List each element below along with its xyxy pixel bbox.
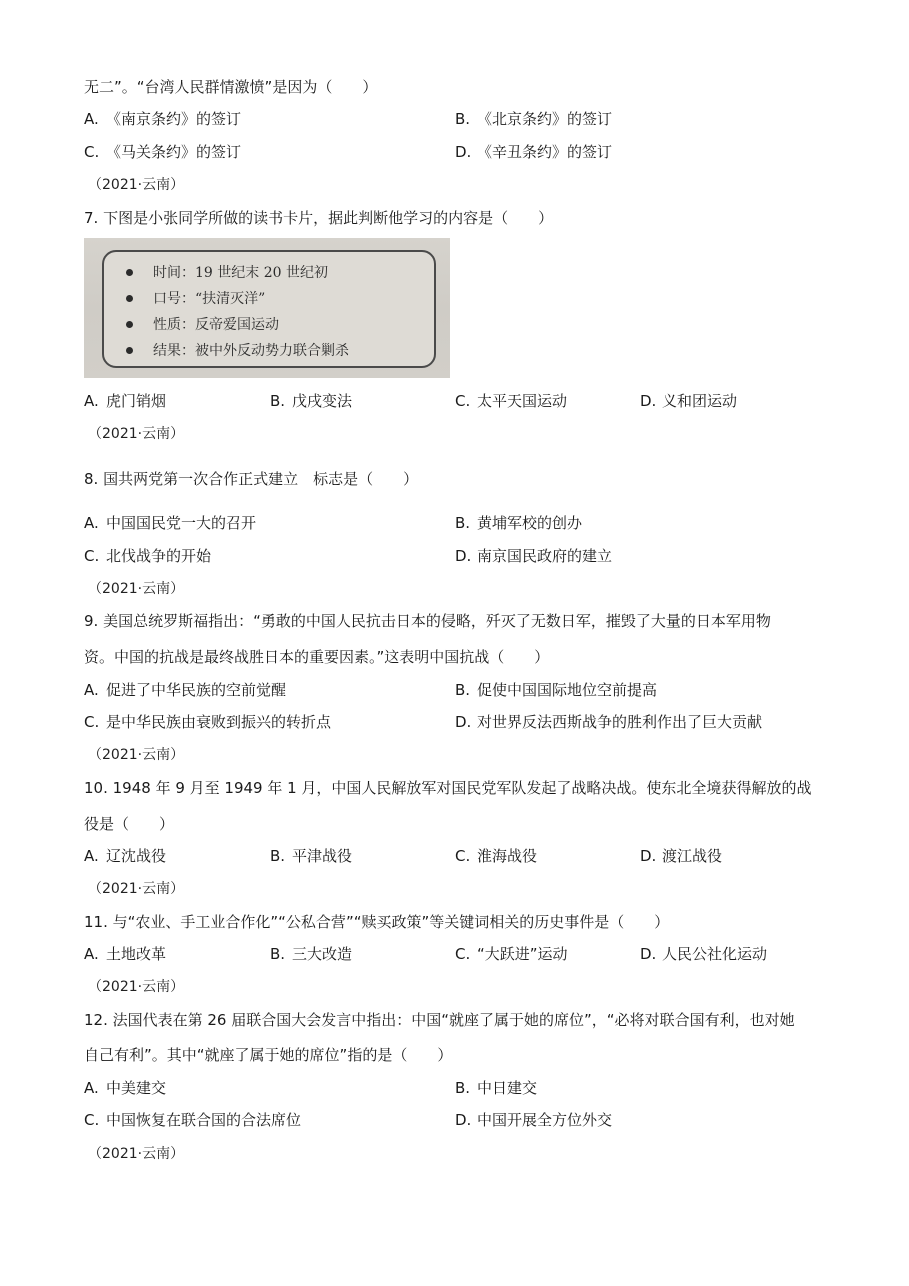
reading-card-photo [84,238,450,378]
q8-option-d[interactable]: D. 南京国民政府的建立 [455,547,613,565]
q7-source: （2021·云南） [88,426,185,442]
q9-stem-line2: 资。中国的抗战是最终战胜日本的重要因素。”这表明中国抗战（ ） [84,648,550,666]
q11-source: （2021·云南） [88,979,185,995]
q8-stem: 8. 国共两党第一次合作正式建立 标志是（ ） [84,470,419,488]
q9-stem-line1: 9. 美国总统罗斯福指出：“勇敢的中国人民抗击日本的侵略，歼灭了无数日军，摧毁了大量的日本军用物 [84,612,771,630]
card-row-result: 结果：被中外反动势力联合剿杀 [126,342,349,360]
q10-option-b[interactable]: B. 平津战役 [270,847,353,865]
q10-option-c[interactable]: C. 淮海战役 [455,847,538,865]
q8-option-c[interactable]: C. 北伐战争的开始 [84,547,212,565]
bullet-icon [126,321,133,328]
q12-stem-line2: 自己有利”。其中“就座了属于她的席位”指的是（ ） [84,1046,453,1064]
q12-option-c[interactable]: C. 中国恢复在联合国的合法席位 [84,1111,302,1129]
q11-option-a[interactable]: A. 土地改革 [84,945,167,963]
q11-option-d[interactable]: D. 人民公社化运动 [640,945,768,963]
q6-source: （2021·云南） [88,177,185,193]
q9-option-a[interactable]: A. 促进了中华民族的空前觉醒 [84,681,287,699]
q10-stem-line1: 10. 1948 年 9 月至 1949 年 1 月，中国人民解放军对国民党军队发起了战略决战。使东北全境获得解放的战 [84,779,812,797]
card-row-slogan: 口号：“扶清灭洋” [126,290,265,308]
q11-option-c[interactable]: C. “大跃进”运动 [455,945,568,963]
q12-option-a[interactable]: A. 中美建交 [84,1079,167,1097]
q8-option-a[interactable]: A. 中国国民党一大的召开 [84,514,257,532]
card-row-time: 时间：19 世纪末 20 世纪初 [126,264,328,282]
q6-option-a[interactable]: A. 《南京条约》的签订 [84,110,242,128]
q8-source: （2021·云南） [88,581,185,597]
q11-stem: 11. 与“农业、手工业合作化”“公私合营”“赎买政策”等关键词相关的历史事件是（ ） [84,913,670,931]
q7-option-a[interactable]: A. 虎门销烟 [84,392,167,410]
q10-option-a[interactable]: A. 辽沈战役 [84,847,167,865]
q6-option-b[interactable]: B. 《北京条约》的签订 [455,110,613,128]
q6-option-d[interactable]: D. 《辛丑条约》的签订 [455,143,613,161]
q7-option-d[interactable]: D. 义和团运动 [640,392,738,410]
bullet-icon [126,295,133,302]
q7-option-c[interactable]: C. 太平天国运动 [455,392,568,410]
bullet-icon [126,347,133,354]
q7-stem: 7. 下图是小张同学所做的读书卡片，据此判断他学习的内容是（ ） [84,209,554,227]
q7-option-b[interactable]: B. 戊戌变法 [270,392,353,410]
q12-source: （2021·云南） [88,1146,185,1162]
q10-stem-line2: 役是（ ） [84,815,175,833]
card-row-nature: 性质：反帝爱国运动 [126,316,279,334]
q10-option-d[interactable]: D. 渡江战役 [640,847,723,865]
q9-source: （2021·云南） [88,747,185,763]
q12-option-d[interactable]: D. 中国开展全方位外交 [455,1111,613,1129]
q9-option-d[interactable]: D. 对世界反法西斯战争的胜利作出了巨大贡献 [455,713,763,731]
q8-option-b[interactable]: B. 黄埔军校的创办 [455,514,583,532]
bullet-icon [126,269,133,276]
reading-card [102,250,436,368]
q6-stem-tail: 无二”。“台湾人民群情激愤”是因为（ ） [84,78,378,96]
q12-option-b[interactable]: B. 中日建交 [455,1079,538,1097]
q6-option-c[interactable]: C. 《马关条约》的签订 [84,143,242,161]
q11-option-b[interactable]: B. 三大改造 [270,945,353,963]
q9-option-b[interactable]: B. 促使中国国际地位空前提高 [455,681,658,699]
q9-option-c[interactable]: C. 是中华民族由衰败到振兴的转折点 [84,713,332,731]
q12-stem-line1: 12. 法国代表在第 26 届联合国大会发言中指出：中国“就座了属于她的席位”，“必将对联合国有利，也对她 [84,1011,795,1029]
q10-source: （2021·云南） [88,881,185,897]
